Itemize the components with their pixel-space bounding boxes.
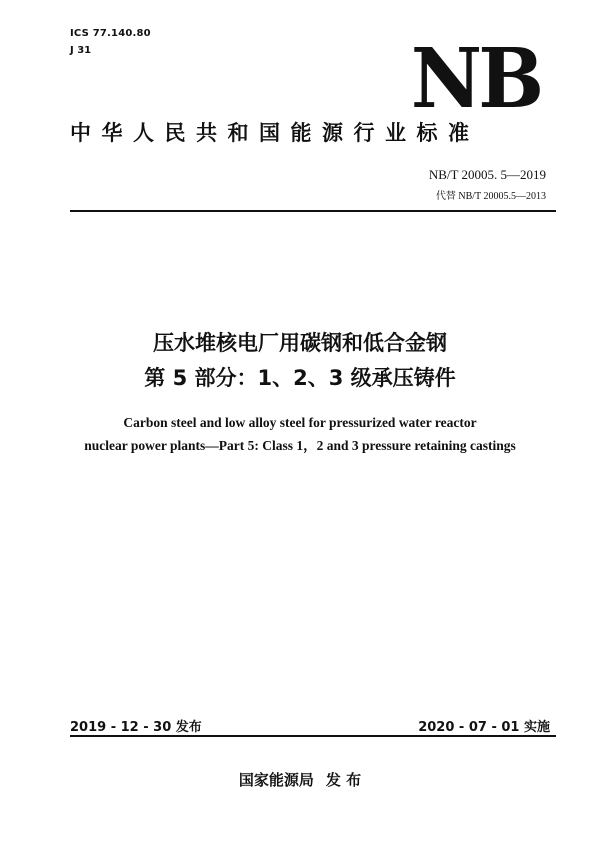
issuer-action: 发 布: [325, 771, 362, 789]
footer-divider: [70, 735, 556, 737]
issuer: [0, 769, 600, 790]
replaces-standard: 代替 NB/T 20005.5—2013: [435, 191, 546, 202]
standard-number: NB/T 20005. 5—2019: [428, 167, 546, 182]
nb-logo: NB: [410, 31, 540, 127]
standard-type: 中华人民共和国能源行业标准: [70, 121, 480, 145]
header-divider: [70, 210, 556, 212]
issue-date: 2019 - 12 - 30 发布: [70, 720, 202, 735]
title-en-line1: Carbon steel and low alloy steel for pressurized water reactor: [123, 415, 477, 430]
issuer-name: 国家能源局: [238, 771, 314, 789]
implementation-date: 2020 - 07 - 01 实施: [418, 720, 550, 735]
ics-code: ICS 77.140.80: [70, 28, 151, 39]
ccs-code: J 31: [70, 45, 92, 56]
title-zh-line2: 第 5 部分：1、2、3 级承压铸件: [144, 366, 456, 390]
title-en-line2: nuclear power plants—Part 5: Class 1，2 and 3 pressure retaining castings: [84, 438, 516, 453]
title-zh-line1: 压水堆核电厂用碳钢和低合金钢: [153, 331, 447, 355]
